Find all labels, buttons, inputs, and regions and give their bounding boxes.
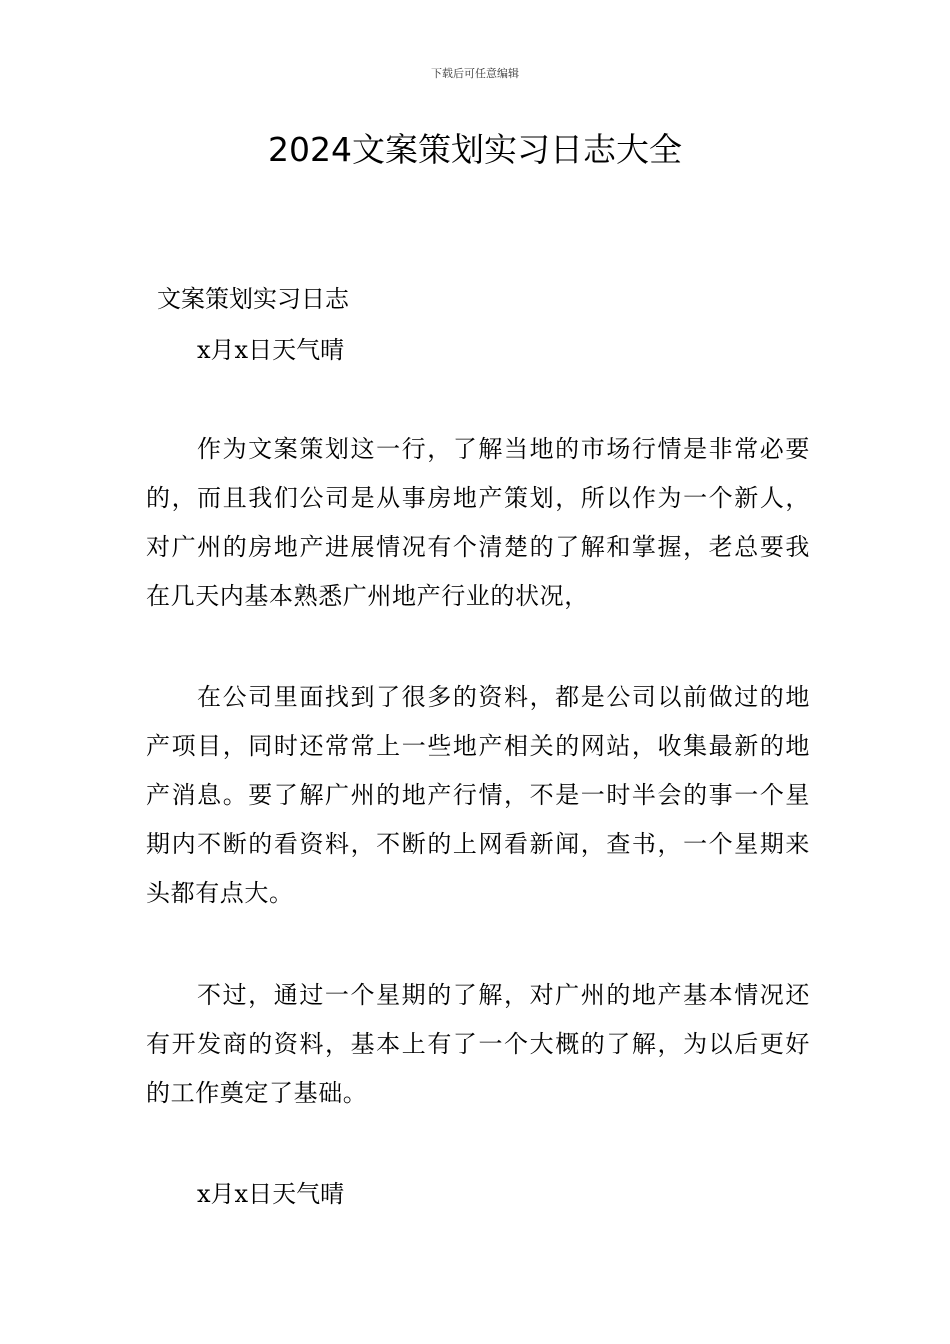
paragraph-1: 作为文案策划这一行，了解当地的市场行情是非常必要的，而且我们公司是从事房地产策划，所以作为一个新人，对广州的房地产进展情况有个清楚的了解和掌握，老总要我在几天内基本熟悉广州地产行业的状况， [146,435,810,610]
document-title: 2024文案策划实习日志大全 [268,130,682,169]
header-note: 下载后可任意编辑 [431,67,519,80]
entry-date-1: x月x日天气晴 [197,336,345,364]
entry-date-2: x月x日天气晴 [197,1180,345,1208]
paragraph-2: 在公司里面找到了很多的资料，都是公司以前做过的地产项目，同时还常常上一些地产相关的网站，收集最新的地产消息。要了解广州的地产行情，不是一时半会的事一个星期内不断的看资料，不断的上网看新闻，查书，一个星期来头都有点大。 [146,683,810,907]
section-subtitle: 文案策划实习日志 [157,285,349,313]
paragraph-3: 不过，通过一个星期的了解，对广州的地产基本情况还有开发商的资料，基本上有了一个大概的了解，为以后更好的工作奠定了基础。 [146,981,810,1107]
